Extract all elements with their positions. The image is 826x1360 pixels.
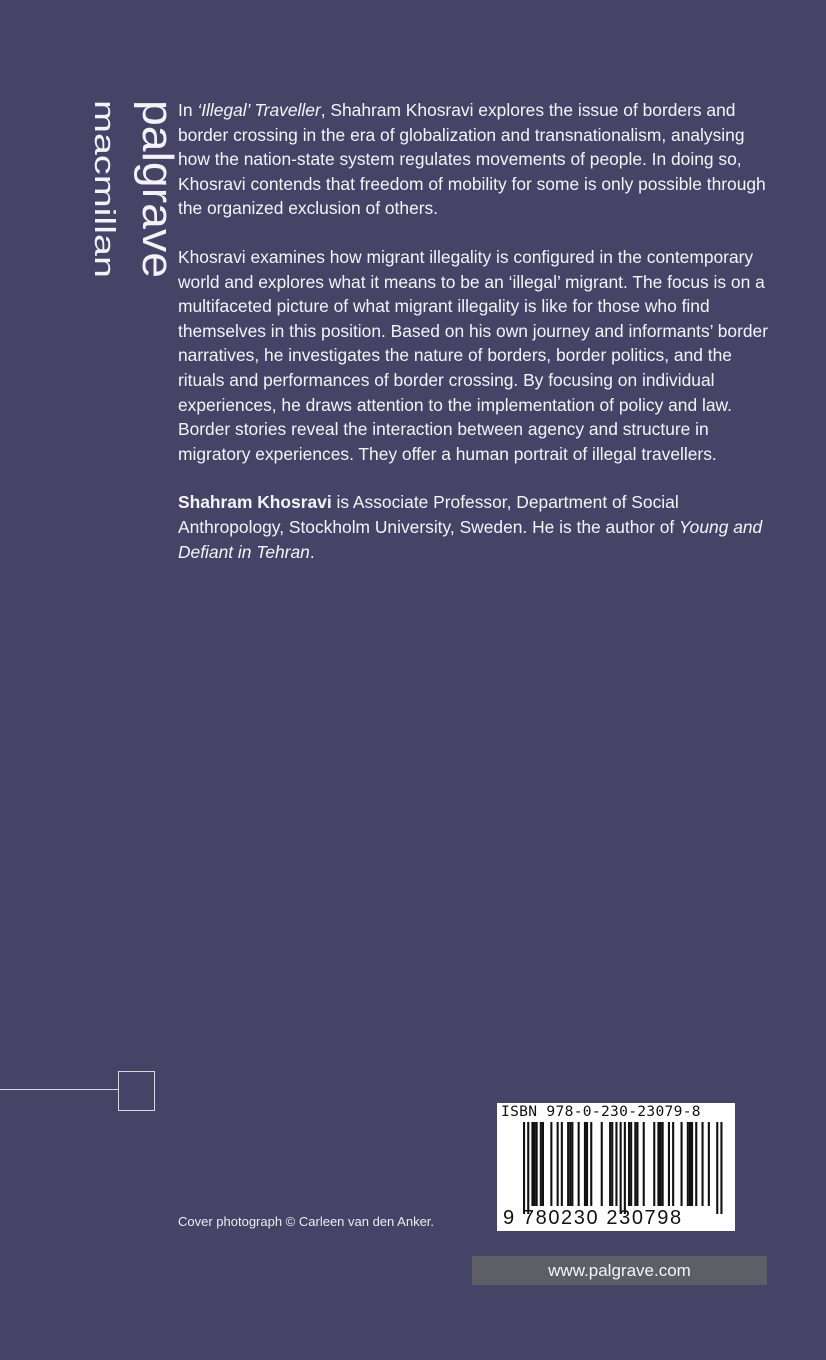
barcode-digits: 9 780230 230798 [503,1207,683,1229]
barcode-bar [681,1122,683,1206]
barcode-bar [660,1122,662,1206]
barcode-bar [689,1122,691,1206]
isbn-label: ISBN 978-0-230-23079-8 [501,1103,701,1120]
barcode-bar [691,1122,693,1206]
barcode-bar [695,1122,697,1206]
publisher-website: www.palgrave.com [472,1256,767,1285]
decorative-rule [0,1089,118,1090]
barcode-bar [584,1122,586,1206]
barcode-bar [634,1122,636,1206]
barcode-bar [657,1122,659,1206]
blurb-p1-intro: In [178,100,198,120]
barcode-bar [609,1122,611,1206]
book-title-italic: ‘Illegal’ Traveller [197,100,321,120]
barcode-bar [590,1122,592,1206]
author-bio-text: is Associate Professor, Department of Social Anthropology, Stockholm University, Sweden. He is the author of [178,492,680,537]
barcode-bar [569,1122,571,1206]
logo-text-macmillan: macmillan [88,100,120,231]
barcode-bar [536,1122,538,1206]
barcode-bar [628,1122,630,1206]
barcode-bar [578,1122,580,1206]
cover-photo-credit: Cover photograph © Carleen van den Anker. [178,1214,435,1229]
publisher-logo [75,100,182,290]
barcode-bar [527,1122,529,1214]
barcode-bar [720,1122,722,1214]
barcode-bar [630,1122,632,1206]
barcode-bar [586,1122,588,1206]
logo-text-palgrave: palgrave [133,100,182,269]
barcode-bar [534,1122,536,1206]
author-name: Shahram Khosravi [178,492,332,513]
barcode-bar [643,1122,645,1206]
barcode-bar [653,1122,655,1206]
barcode-bar [611,1122,613,1206]
barcode-bar [668,1122,670,1206]
blurb-paragraph-2: Khosravi examines how migrant illegality is configured in the contemporary world and explores what it means to be an ‘illegal’ migrant. The focus is on a multifaceted picture of what migrant illegality is like for those who find themselves in this position. Based on his own journey and informants’ border narratives, he investigates the nature of borders, border politics, and the rituals and performances of border crossing. By focusing on individual experiences, he draws attention to the implementation of policy and law. Border stories reveal the interaction between agency and structure in migratory experiences. They offer a human portrait of illegal travellers. [178,246,768,464]
other-book-title: Young and Defiant in Tehran [178,516,763,562]
barcode-bar [542,1122,544,1206]
barcode-bar [557,1122,559,1206]
barcode-bar [567,1122,569,1206]
barcode-bar [620,1122,622,1214]
author-bio [178,490,778,564]
barcode-bar [716,1122,718,1214]
blurb-paragraph-1 [178,98,778,221]
author-bio-end: . [309,541,315,562]
back-cover-blurb [178,98,778,588]
barcode-bar [672,1122,674,1206]
barcode-bar [615,1122,617,1206]
decorative-square [118,1071,155,1111]
barcode-bar [687,1122,689,1206]
barcode-bar [540,1122,542,1206]
barcode-bar [662,1122,664,1206]
barcode-bar [571,1122,573,1206]
barcode-bar [523,1122,525,1214]
blurb-p1-text: , Shahram Khosravi explores the issue of borders and border crossing in the era of globalization and transnationalism, analysing how the nation-state system regulates movements of people. In doing so, Khosravi contends that freedom of mobility for some is only possible through the organized exclusion of others. [178,100,766,219]
barcode-bar [550,1122,552,1206]
barcode-bar [624,1122,626,1214]
barcode-bar [708,1122,710,1206]
barcode-bar [702,1122,704,1206]
isbn-barcode [497,1103,735,1231]
barcode-bar [636,1122,638,1206]
barcode-bar [601,1122,603,1206]
barcode-bar [531,1122,533,1206]
barcode-bar [561,1122,563,1206]
